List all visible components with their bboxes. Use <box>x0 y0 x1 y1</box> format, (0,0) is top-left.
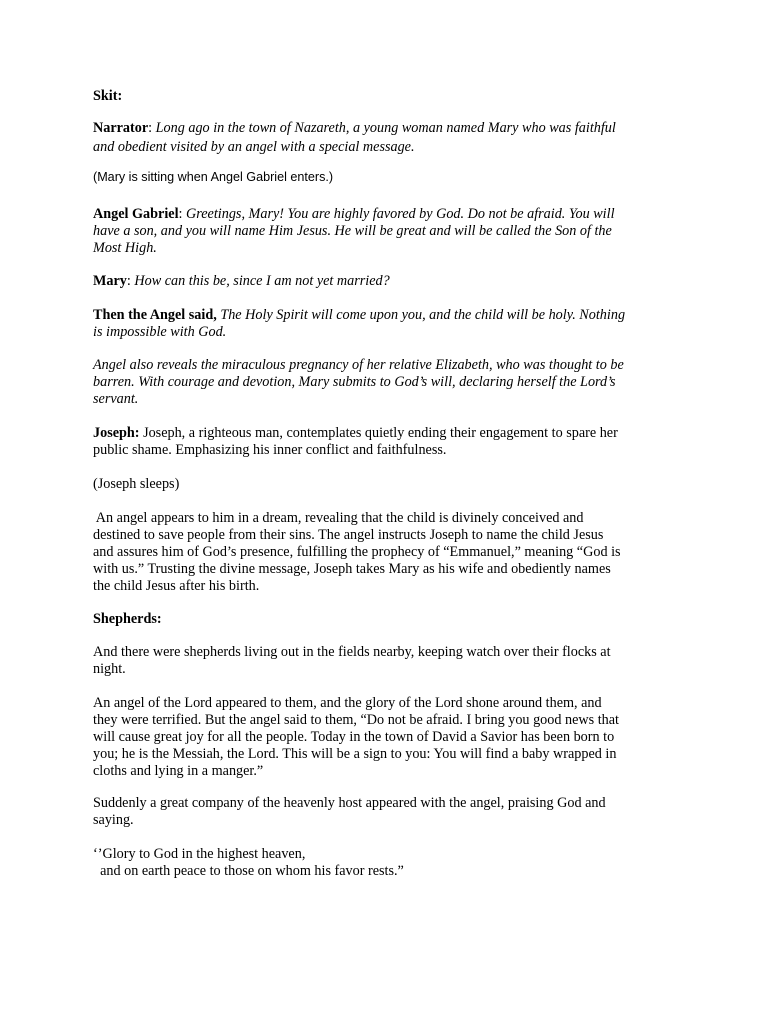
glory-verse: ‘’Glory to God in the highest heaven, and on earth peace to those on whom his favor rests.” <box>93 846 404 879</box>
narrator-paragraph: Narrator: Long ago in the town of Nazareth, a young woman named Mary who was faithful and obedient visited by an angel with a special message. <box>93 120 616 155</box>
stage-direction-mary-sitting: (Mary is sitting when Angel Gabriel enters.) <box>93 170 334 184</box>
joseph-paragraph: Joseph: Joseph, a righteous man, contemplates quietly ending their engagement to spare her public shame. Emphasizing his inner conflict and faithfulness. <box>93 425 618 458</box>
speaker-then-angel: Then the Angel said, <box>93 307 217 323</box>
heavenly-host-paragraph: Suddenly a great company of the heavenly host appeared with the angel, praising God and saying. <box>93 795 606 828</box>
mary-paragraph: Mary: How can this be, since I am not yet married? <box>93 273 390 289</box>
speaker-narrator: Narrator <box>93 120 149 136</box>
speaker-joseph: Joseph: <box>93 425 140 441</box>
angel-said-paragraph: Then the Angel said, The Holy Spirit will come upon you, and the child will be holy. Nothing is impossible with God. <box>93 307 626 340</box>
stage-direction-joseph-sleeps: (Joseph sleeps) <box>93 476 180 492</box>
elizabeth-paragraph: Angel also reveals the miraculous pregnancy of her relative Elizabeth, who was thought to be barren. With courage and devotion, Mary submits to God’s will, declaring herself the Lord’s servant. <box>93 357 624 407</box>
fields-paragraph: And there were shepherds living out in the fields nearby, keeping watch over their flocks at night. <box>93 644 611 677</box>
shepherds-heading: Shepherds: <box>93 611 162 627</box>
skit-heading: Skit: <box>93 88 123 104</box>
speaker-angel-gabriel: Angel Gabriel <box>93 206 179 222</box>
angel-of-lord-paragraph: An angel of the Lord appeared to them, and the glory of the Lord shone around them, and they were terrified. But the angel said to them, “Do not be afraid. I bring you good news that will cause great joy for all the people. Today in the town of David a Savior has been born to you; he is the Messiah, the Lord. This will be a sign to you: You will find a baby wrapped in cloths and lying in a manger.” <box>93 695 619 779</box>
speaker-mary: Mary <box>93 273 127 289</box>
dream-paragraph: An angel appears to him in a dream, revealing that the child is divinely conceived and destined to save people from their sins. The angel instructs Joseph to name the child Jesus and assures him of God’s presence, fulfilling the prophecy of “Emmanuel,” meaning “God is with us.” Trusting the divine message, Joseph takes Mary as his wife and obediently names the child Jesus after his birth. <box>93 510 621 594</box>
gabriel-paragraph: Angel Gabriel: Greetings, Mary! You are highly favored by God. Do not be afraid. You will have a son, and you will name Him Jesus. He will be great and will be called the Son of the Most High. <box>93 206 615 256</box>
